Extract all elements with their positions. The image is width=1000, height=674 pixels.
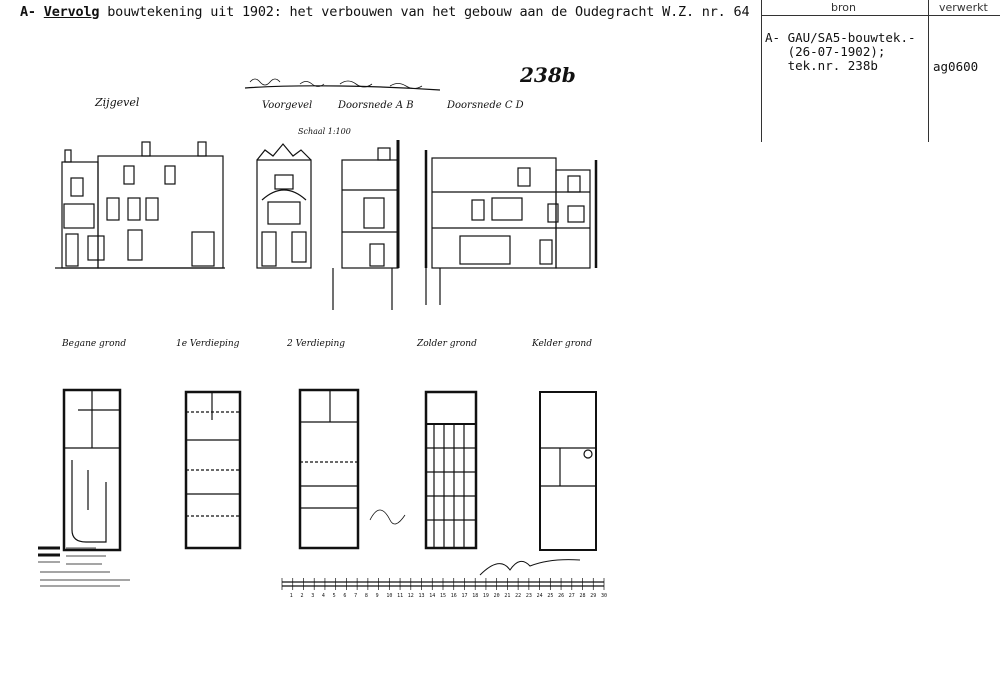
- plan-zolder-grond: [426, 392, 476, 548]
- scale-number: 23: [525, 593, 532, 599]
- elevation-voorgevel: [257, 144, 311, 268]
- section-ab: [333, 140, 398, 310]
- scale-bar: [282, 578, 607, 599]
- label-1e-verdieping: 1e Verdieping: [176, 339, 240, 349]
- label-doorsnede-cd: Doorsnede C D: [447, 100, 524, 111]
- label-zijgevel: Zijgevel: [95, 96, 140, 109]
- title-rest: bouwtekening uit 1902: het verbouwen van het gebouw aan de Oudegracht W.Z. nr. 64: [99, 4, 750, 20]
- scale-number: 20: [493, 593, 500, 599]
- scale-number: 3: [311, 593, 315, 599]
- label-begane-grond: Begane grond: [62, 339, 127, 349]
- scale-number: 11: [397, 593, 404, 599]
- plan-2-verdieping: [300, 390, 358, 548]
- scale-number: 28: [579, 593, 586, 599]
- scale-number: 13: [418, 593, 425, 599]
- scale-number: 22: [515, 593, 522, 599]
- scale-number: 25: [547, 593, 554, 599]
- verwerkt-value: ag0600: [933, 59, 979, 74]
- scale-number: 9: [375, 593, 379, 599]
- scale-number: 12: [407, 593, 414, 599]
- scale-number: 10: [386, 593, 393, 599]
- sheet-number: 238b: [520, 63, 576, 87]
- label-zolder-grond: Zolder grond: [417, 339, 477, 349]
- table-header-line: [761, 15, 1000, 16]
- col-bron: bron: [831, 1, 856, 14]
- scale-number: 15: [440, 593, 447, 599]
- scale-number: 24: [536, 593, 543, 599]
- signature-small: [370, 510, 405, 524]
- plan-1e-verdieping: [186, 392, 240, 548]
- scale-number: 2: [300, 593, 304, 599]
- elevation-zijgevel: [55, 142, 225, 268]
- scale-number: 26: [558, 593, 565, 599]
- scale-number: 1: [289, 593, 293, 599]
- plan-begane-grond: [64, 390, 120, 550]
- scale-number: 17: [461, 593, 468, 599]
- legend: [38, 548, 130, 586]
- scale-number: 21: [504, 593, 511, 599]
- scale-number: 8: [364, 593, 368, 599]
- label-kelder-grond: Kelder grond: [532, 339, 592, 349]
- col-verwerkt: verwerkt: [939, 1, 988, 14]
- title-prefix: A-: [20, 4, 36, 20]
- scale-number: 7: [354, 593, 358, 599]
- table-divider: [928, 0, 929, 142]
- scale-number: 14: [429, 593, 436, 599]
- scale-number: 5: [332, 593, 336, 599]
- scale-number: 29: [590, 593, 597, 599]
- scale-number: 19: [482, 593, 489, 599]
- scale-number: 6: [343, 593, 347, 599]
- label-doorsnede-ab: Doorsnede A B: [338, 100, 414, 111]
- signature-large: [480, 560, 580, 575]
- bron-value: A- GAU/SA5-bouwtek.- (26-07-1902); tek.nr. 238b: [765, 30, 916, 73]
- scale-number: 18: [472, 593, 479, 599]
- title-vervolg: Vervolg: [43, 4, 100, 20]
- scale-number: 30: [601, 593, 608, 599]
- scale-number: 27: [568, 593, 575, 599]
- table-border-left: [761, 0, 762, 142]
- label-schaal: Schaal 1:100: [298, 127, 351, 136]
- label-2-verdieping: 2 Verdieping: [287, 339, 346, 349]
- plan-kelder-grond: [540, 392, 596, 550]
- scale-number: 16: [450, 593, 457, 599]
- scale-number: 4: [321, 593, 325, 599]
- label-voorgevel: Voorgevel: [262, 100, 313, 111]
- source-table: [761, 0, 1000, 142]
- section-cd: [426, 150, 596, 305]
